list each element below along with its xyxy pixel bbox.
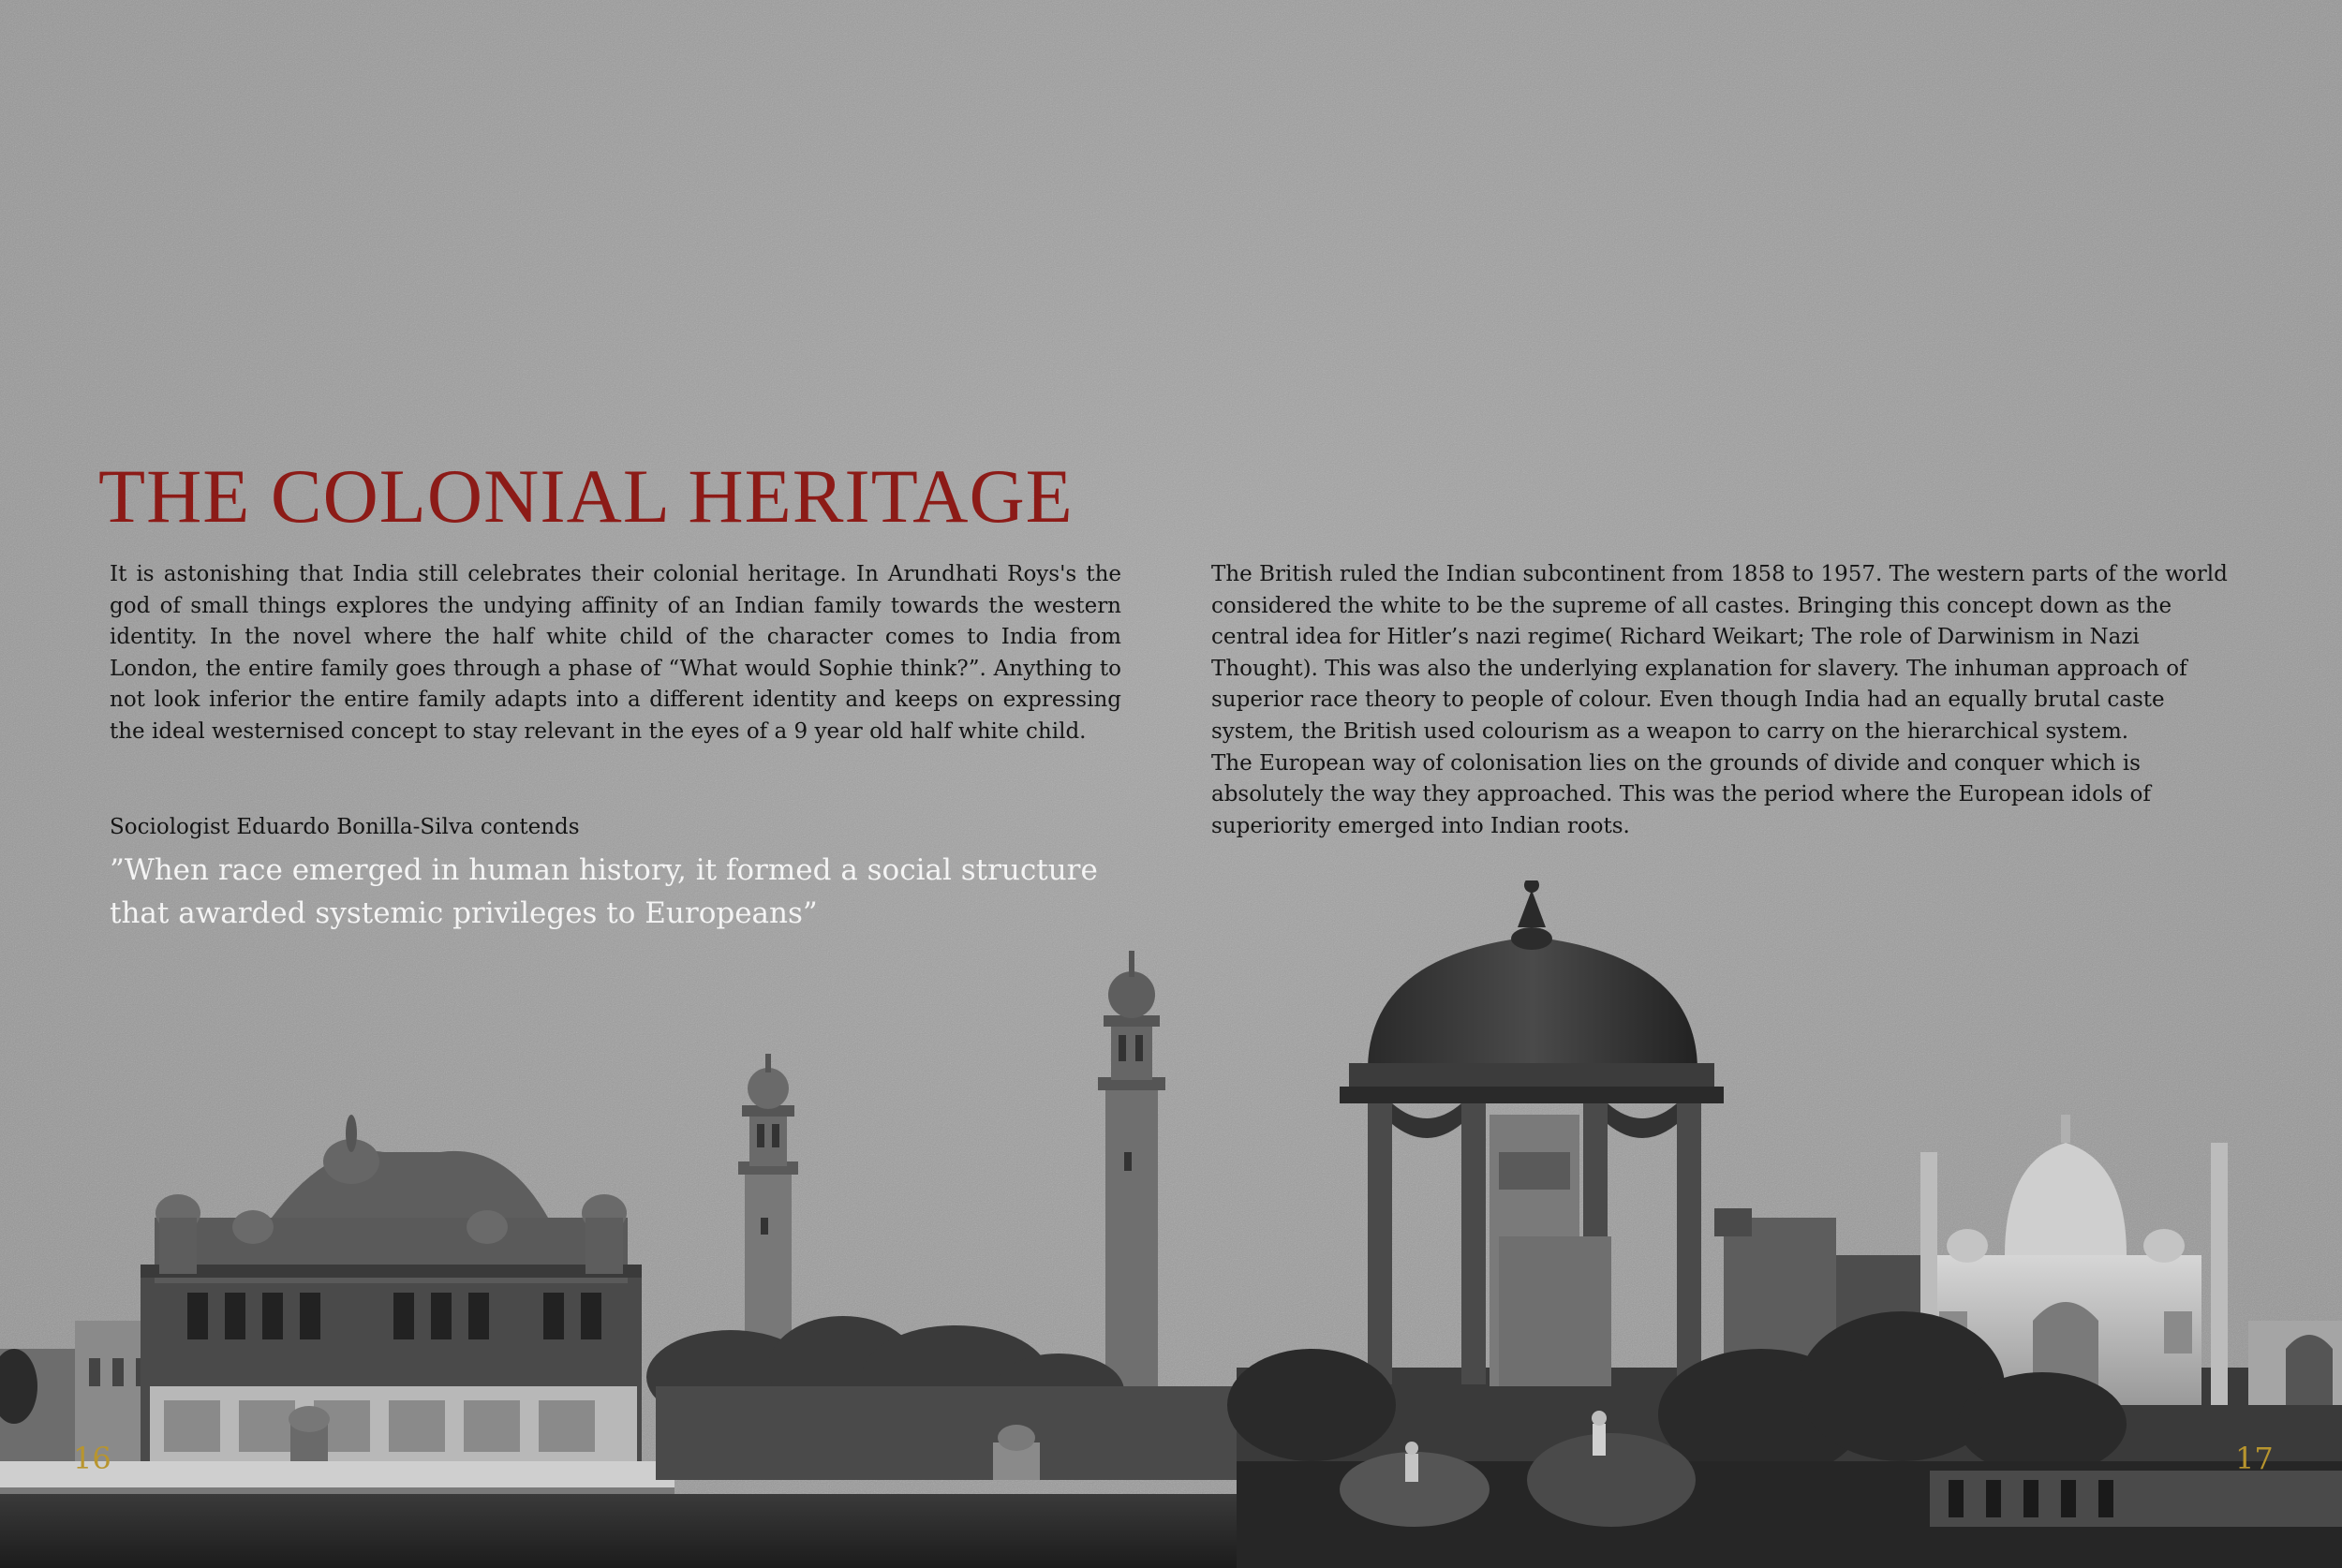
left-column xyxy=(110,559,1121,748)
page-number-right: 17 xyxy=(2235,1441,2274,1476)
water-reflection xyxy=(0,1494,1246,1568)
pull-quote: ”When race emerged in human history, it formed a social structure that awarded systemic privileges to Europeans” xyxy=(110,853,1098,930)
small-shrine xyxy=(993,1425,1040,1480)
right-column xyxy=(1211,559,2232,842)
right-paragraph-1: The British ruled the Indian subcontinent from 1858 to 1957. The western parts of the world considered the white to be the supreme of all castes. Bringing this concept down as the central idea for Hitler’s nazi regime( Richard Weikart; The role of Darwinism in Nazi Thought). This was also the underlying explanation for slavery. The inhuman approach of superior race theory to people of colour. Even though India had an equally brutal caste system, the British used colourism as a weapon to carry on the hierarchical system. xyxy=(1211,562,2228,744)
article-title: THE COLONIAL HERITAGE xyxy=(98,453,1074,539)
monument-skyline-photo xyxy=(0,880,2342,1568)
quote-attribution: Sociologist Eduardo Bonilla-Silva contends xyxy=(110,815,580,839)
intro-paragraph: It is astonishing that India still celebrates their colonial heritage. In Arundhati Roys's the god of small things explores the undying affinity of an Indian family towards the western identity. In the novel where the half white child of the character comes to India from London, the entire family goes through a phase of “What would Sophie think?”. Anything to not look inferior the entire family adapts into a different identity and keeps on expressing the ideal westernised concept to stay relevant in the eyes of a 9 year old half white child. xyxy=(110,562,1121,744)
page-number-left: 16 xyxy=(73,1441,111,1476)
minaret-right xyxy=(1098,951,1165,1405)
golden-temple xyxy=(141,1115,642,1466)
right-paragraph-2: The European way of colonisation lies on the grounds of divide and conquer which is absolutely the way they approached. This was the period where the European idols of superiority emerged into Indian roots. xyxy=(1211,750,2151,838)
